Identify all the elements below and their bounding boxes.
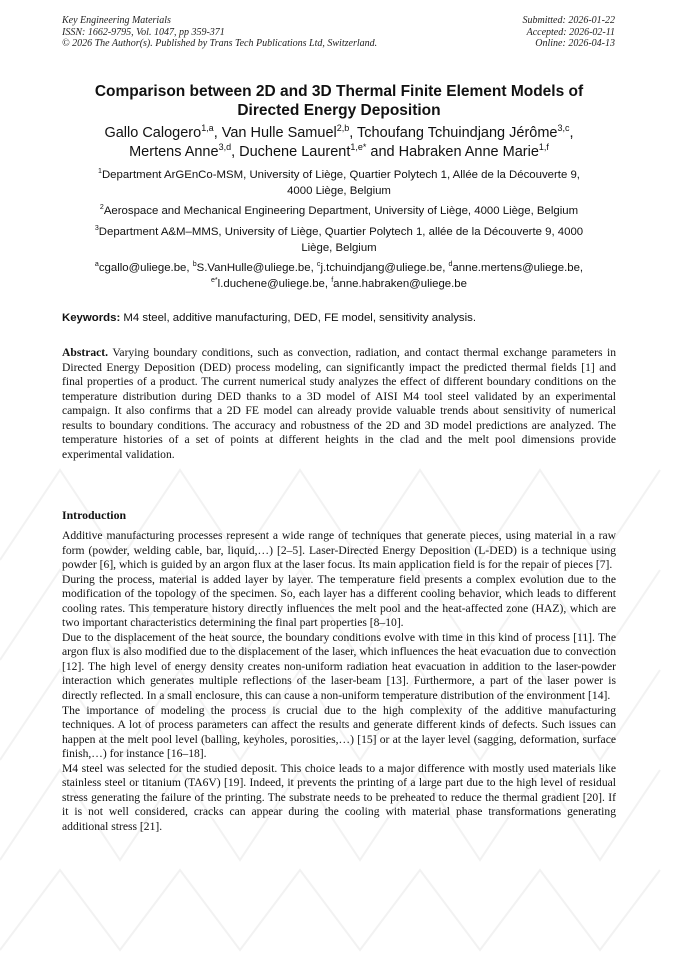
email-link[interactable]: anne.mertens@uliege.be, [452, 262, 584, 274]
journal-copyright: © 2026 The Author(s). Published by Trans Tech Publications Ltd, Switzerland. [62, 38, 378, 49]
abstract-label: Abstract. [62, 346, 109, 359]
keywords-label: Keywords: [62, 312, 121, 324]
paragraph: The importance of modeling the process is crucial due to the high complexity of the additive manufacturing techniques. A lot of process parameters can affect the results and generate different kinds of defects. Such issues can happen at the melt pool level (balling, keyholes, porosities,…) [15] or at the layer level (sagging, deformation, surface finish,…) for instance [16–18]. [62, 703, 616, 761]
introduction-body [62, 529, 616, 834]
affiliation-2: $^2$Aerospace and Mechanical Engineering Department, University of Liège, 4000 Liège, Belgium [99, 204, 579, 217]
journal-header-left [62, 15, 377, 50]
author-list: Gallo Calogero$^{1,a}$, Van Hulle Samuel$^{2,b}$, Tchoufang Tchuindjang Jérôme$^{3,c}$, Mertens Anne$^{3,d}$, Duchene Laurent$^{1,e*}$ and Habraken Anne Marie$^{1,f}$ [104, 123, 574, 160]
section-heading-introduction: Introduction [62, 508, 127, 522]
author: Gallo Calogero$^{1,a}$ [104, 123, 214, 141]
abstract [62, 346, 616, 462]
accepted-date: Accepted: 2026-02-11 [526, 26, 615, 38]
email-link[interactable]: anne.habraken@uliege.be [333, 277, 467, 290]
author-emails: $^a$cgallo@uliege.be, $^b$S.VanHulle@uliege.be, $^c$j.tchuindjang@uliege.be, $^d$anne.mertens@uliege.be, $^{e*}$l.duchene@uliege.be, $^f$anne.habraken@uliege.be [94, 261, 584, 290]
author: Van Hulle Samuel$^{2,b}$ [221, 123, 350, 141]
submitted-date: Submitted: 2026-01-22 [522, 15, 615, 26]
journal-header-right [523, 15, 616, 50]
keywords-text: M4 steel, additive manufacturing, DED, FE model, sensitivity analysis. [120, 312, 477, 324]
online-date: Online: 2026-04-13 [535, 38, 615, 49]
email-link[interactable]: l.duchene@uliege.be, [217, 277, 332, 290]
author: Mertens Anne$^{3,d}$ [129, 142, 232, 160]
email-link[interactable]: j.tchuindjang@uliege.be, [320, 262, 449, 274]
keywords [62, 311, 616, 326]
journal-name: Key Engineering Materials [62, 15, 171, 26]
email-link[interactable]: cgallo@uliege.be, [98, 262, 193, 274]
author: Tchoufang Tchuindjang Jérôme$^{3,c}$ [357, 123, 570, 141]
email-link[interactable]: S.VanHulle@uliege.be, [196, 262, 317, 274]
paragraph: M4 steel was selected for the studied deposit. This choice leads to a major difference with mostly used materials like stainless steel or titanium (TA6V) [19]. Indeed, it prevents the printing of a large part due to the high level of residual stress generating the failure of the printing. The substrate needs to be preheated to reduce the thermal gradient [20]. If it is not well considered, cracks can appear during the cooling with material phase transformations generating additional stress [21]. [62, 761, 616, 833]
affiliation-1: $^1$Department ArGEnCo-MSM, University of Liège, Quartier Polytech 1, Allée de la Découverte 9, 4000 Liège, Belgium [98, 168, 580, 197]
paper-title [62, 82, 616, 120]
author: Habraken Anne Marie$^{1,f}$ [398, 142, 549, 160]
journal-issn: ISSN: 1662-9795, Vol. 1047, pp 359-371 [62, 26, 225, 38]
title-line-1: Comparison between 2D and 3D Thermal Finite Element Models of [94, 83, 584, 100]
paragraph: Additive manufacturing processes represent a wide range of techniques that generate pieces, using material in a raw form (powder, welding cable, bar, liquid,…) [2–5]. Laser-Directed Energy Deposition (L-DED) is a technique using powder [6], which is guided by an argon flux at the laser focus. Its main application field is for the repair of pieces [7]. [62, 529, 616, 572]
title-line-2: Directed Energy Deposition [237, 102, 441, 119]
paragraph: During the process, material is added layer by layer. The temperature field presents a complex evolution due to the modification of the topology of the specimen. So, each layer has a different cooling behavior, which leads to different cooling rates. This temperature history directly influences the melt pool and the heat-affected zone (HAZ), which are two important characteristics determining the final part properties [8–10]. [62, 572, 616, 630]
abstract-text: Varying boundary conditions, such as convection, radiation, and contact thermal exchange parameters in Directed Energy Deposition (DED) process modeling, can significantly impact the predicted thermal fields [1] and final properties of a product. The current numerical study analyzes the effect of different boundary conditions on the temperature distribution during DED thanks to a 3D model of AISI M4 tool steel validated by an experimental campaign. It also confirms that a 2D FE model can already provide valuable trends about sensitivity of numerical results to boundary conditions. The accuracy and robustness of the 2D and 3D model predictions are analyzed. The temperature histories of a set of points at different heights in the clad and the melt pool dimensions provide experimental validation. [62, 346, 616, 461]
affiliation-3: $^3$Department A&M–MMS, University of Liège, Quartier Polytech 1, allée de la Découverte 9, 4000 Liège, Belgium [94, 225, 584, 254]
paragraph: Due to the displacement of the heat source, the boundary conditions evolve with time in this kind of process [11]. The argon flux is also modified due to the displacement of the laser, which influences the heat evacuation due to convection [12]. The high level of energy density creates non-uniform radiation heat evacuation in addition to the laser-powder interaction which generates multiple reflections of the laser-beam [13]. Furthermore, a part of the laser power is directly reflected. In a small enclosure, this can cause a non-uniform temperature distribution of the environment [14]. [62, 630, 616, 703]
author: Duchene Laurent$^{1,e*}$ [239, 142, 367, 160]
